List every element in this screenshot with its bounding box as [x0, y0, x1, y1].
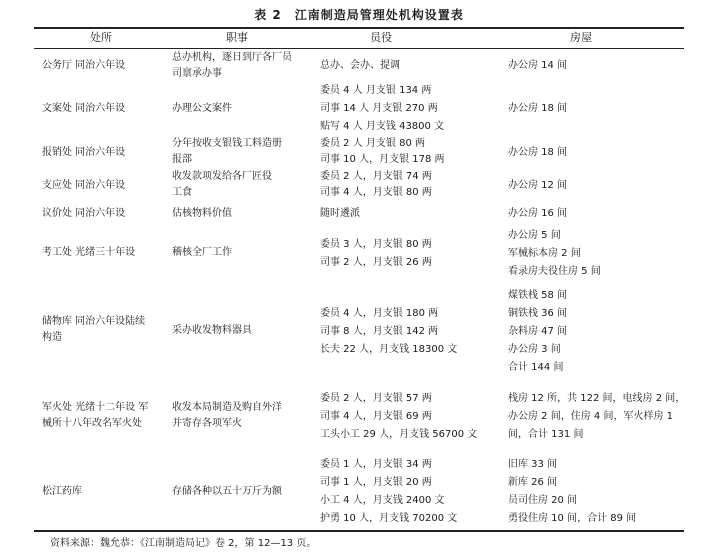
row-rooms: 旧库 33 间 新库 26 间 员司住房 20 间 勇役住房 10 间，合计 89 间 [508, 459, 637, 524]
row-place: 军火处 光绪十二年设 军 械所十八年改名军火处 [42, 402, 149, 429]
row-rooms: 办公房 5 间 军械标本房 2 间 看录房夫役住房 5 间 [508, 230, 601, 277]
header-duty: 职事 [226, 31, 248, 44]
row-duty: 估核物料价值 [172, 208, 232, 219]
row-rooms: 办公房 18 间 [508, 147, 568, 158]
row-place: 考工处 光绪三十年设 [42, 247, 136, 258]
header-rule [34, 48, 684, 49]
row-rooms: 办公房 18 间 [508, 103, 568, 114]
row-place: 支应处 同治六年设 [42, 180, 126, 191]
row-place: 议价处 同治六年设 [42, 208, 126, 219]
row-place: 文案处 同治六年设 [42, 103, 126, 114]
row-staff: 委员 2 人，月支银 74 两 司事 4 人，月支银 80 两 [320, 171, 432, 198]
row-duty: 收发本局制造及购自外洋 并寄存各项军火 [172, 402, 282, 429]
row-place: 松江药库 [42, 486, 82, 497]
row-staff: 随时遴派 [320, 208, 360, 219]
row-rooms: 办公房 16 间 [508, 208, 568, 219]
header-place: 处所 [90, 31, 112, 44]
row-staff: 委员 1 人，月支银 34 两 司事 1 人，月支银 20 两 小工 4 人，月支钱 2400 文 护勇 10 人，月支钱 70200 文 [320, 459, 458, 524]
row-staff: 委员 3 人，月支银 80 两 司事 2 人，月支银 26 两 [320, 239, 432, 268]
row-duty: 分年按收支银钱工料造册 报部 [172, 138, 282, 165]
row-place: 储物库 同治六年设陆续 构造 [42, 316, 146, 343]
row-duty: 收发款项发给各厂匠役 工食 [172, 171, 272, 198]
row-place: 公务厅 同治六年设 [42, 60, 126, 71]
row-rooms: 办公房 12 间 [508, 180, 568, 191]
row-duty: 总办机构，逐日到厅各厂员 司禀承办事 [172, 52, 292, 79]
row-duty: 存储各种以五十万斤为额 [172, 486, 282, 497]
row-staff: 总办、会办、提调 [320, 60, 400, 71]
row-duty: 办理公文案件 [172, 103, 232, 114]
source-note: 资料来源：魏允恭：《江南制造局记》卷 2，第 12—13 页。 [50, 538, 317, 549]
row-place: 报销处 同治六年设 [42, 147, 126, 158]
row-duty: 稽核全厂工作 [172, 247, 232, 258]
header-staff: 员役 [370, 31, 392, 44]
row-staff: 委员 4 人 月支银 134 两 司事 14 人 月支银 270 两 贴写 4 人 月支钱 43800 文 [320, 85, 445, 132]
row-staff: 委员 2 人，月支银 57 两 司事 4 人，月支银 69 两 工头小工 29 人，月支钱 56700 文 [320, 393, 478, 440]
row-rooms: 栈房 12 所，共 122 间，电线房 2 间， 办公房 2 间，住房 4 间，军火样房 1 间，合计 131 间 [508, 393, 686, 440]
header-rooms: 房屋 [570, 31, 592, 44]
table-title: 表 2 江南制造局管理处机构设置表 [254, 8, 464, 22]
row-staff: 委员 2 人 月支银 80 两 司事 10 人，月支银 178 两 [320, 138, 445, 165]
bottom-rule [34, 530, 684, 532]
row-duty: 采办收发物料器具 [172, 325, 252, 336]
row-rooms: 办公房 14 间 [508, 60, 568, 71]
row-staff: 委员 4 人，月支银 180 两 司事 8 人，月支银 142 两 长夫 22 人，月支钱 18300 文 [320, 308, 458, 355]
row-rooms: 煤铁栈 58 间 铜铁栈 36 间 杂料房 47 间 办公房 3 间 合计 144 间 [508, 290, 568, 373]
